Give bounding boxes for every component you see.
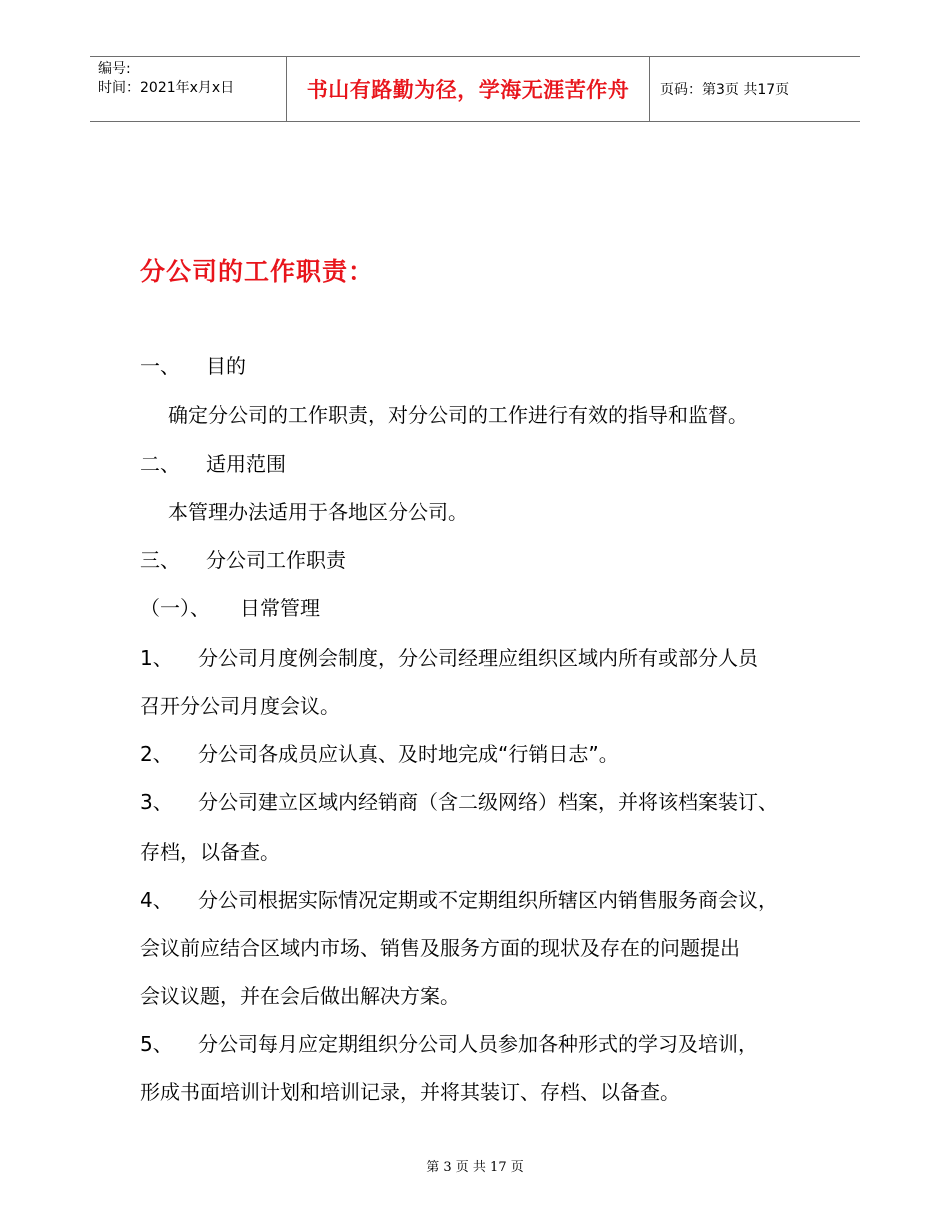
section-2-heading	[140, 450, 286, 478]
list-item-text: 分公司月度例会制度，分公司经理应组织区域内所有或部分人员	[198, 646, 758, 670]
list-item-text: 分公司根据实际情况定期或不定期组织所辖区内销售服务商会议，	[198, 888, 778, 912]
list-item-1	[140, 644, 758, 672]
header-page-number: 页码：第3页 共17页	[660, 82, 790, 98]
section-2-number: 二、	[140, 452, 180, 476]
list-item-number: 3、	[140, 790, 173, 814]
list-item-number: 4、	[140, 888, 173, 912]
list-item-text: 会议议题，并在会后做出解决方案。	[140, 984, 460, 1008]
page-footer: 第 3 页 共 17 页	[426, 1160, 524, 1175]
section-1-body: 确定分公司的工作职责，对分公司的工作进行有效的指导和监督。	[168, 403, 748, 427]
section-1-title: 目的	[206, 354, 246, 378]
section-3-title: 分公司工作职责	[206, 548, 346, 572]
list-item-text: 形成书面培训计划和培训记录，并将其装订、存档、以备查。	[140, 1080, 680, 1104]
list-item-text: 会议前应结合区域内市场、销售及服务方面的现状及存在的问题提出	[140, 936, 740, 960]
list-item-text: 存档，以备查。	[140, 840, 280, 864]
section-1-heading	[140, 352, 246, 380]
section-1-number: 一、	[140, 354, 180, 378]
document-title: 分公司的工作职责：	[140, 257, 375, 286]
list-item-number: 5、	[140, 1032, 173, 1056]
subsection-1-heading	[140, 594, 320, 622]
document-time-label: 时间：2021年x月x日	[98, 80, 235, 96]
header-meta	[90, 57, 286, 121]
page-header	[90, 56, 860, 122]
header-motto: 书山有路勤为径，学海无涯苦作舟	[286, 57, 650, 121]
list-item-number: 1、	[140, 646, 173, 670]
list-item-2	[140, 740, 619, 768]
list-item-number: 2、	[140, 742, 173, 766]
list-item-3	[140, 788, 778, 816]
list-item-4	[140, 886, 778, 914]
subsection-1-title: 日常管理	[240, 596, 320, 620]
list-item-text: 召开分公司月度会议。	[140, 694, 340, 718]
document-number-label: 编号:	[98, 61, 131, 77]
list-item-text: 分公司建立区域内经销商（含二级网络）档案，并将该档案装订、	[198, 790, 778, 814]
list-item-text: 分公司每月应定期组织分公司人员参加各种形式的学习及培训，	[198, 1032, 758, 1056]
section-2-body: 本管理办法适用于各地区分公司。	[168, 500, 468, 524]
section-3-number: 三、	[140, 548, 180, 572]
section-2-title: 适用范围	[206, 452, 286, 476]
list-item-5	[140, 1030, 758, 1058]
section-3-heading	[140, 546, 346, 574]
list-item-text: 分公司各成员应认真、及时地完成“行销日志”。	[198, 742, 619, 766]
subsection-1-number: （一）、	[140, 596, 210, 620]
